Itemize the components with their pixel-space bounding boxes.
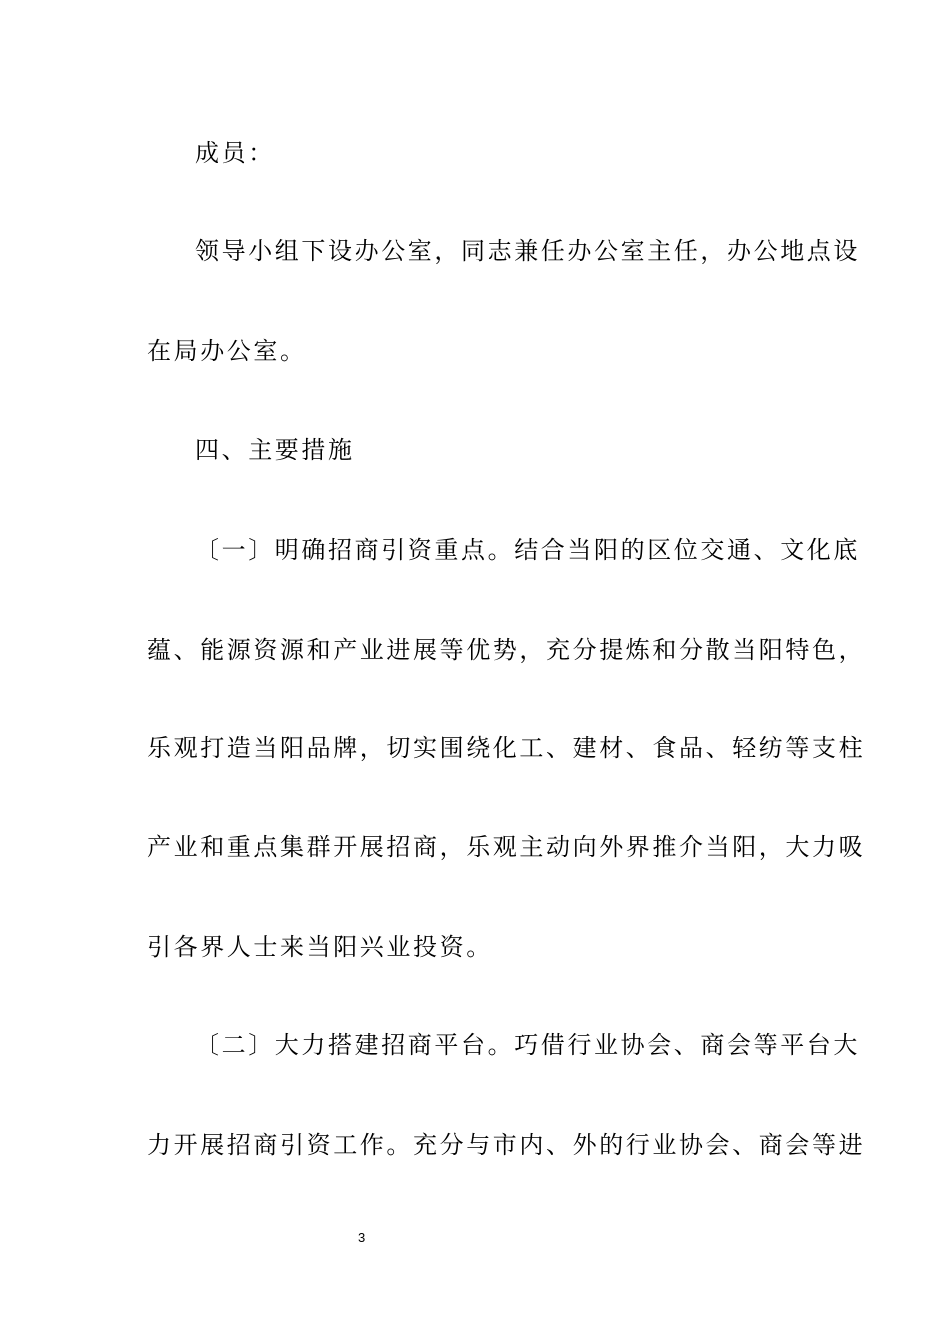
paragraph-two-line-1: 〔二〕大力搭建招商平台。巧借行业协会、商会等平台大 — [195, 1031, 860, 1059]
paragraph-one-line-2: 蕴、能源资源和产业进展等优势，充分提炼和分散当阳特色， — [147, 636, 866, 664]
office-paragraph-line-1: 领导小组下设办公室，同志兼任办公室主任，办公地点设 — [195, 237, 860, 265]
paragraph-one-line-3: 乐观打造当阳品牌，切实围绕化工、建材、食品、轻纺等支柱 — [147, 734, 866, 762]
paragraph-one-line-5: 引各界人士来当阳兴业投资。 — [147, 933, 493, 961]
paragraph-two-line-2: 力开展招商引资工作。充分与市内、外的行业协会、商会等进 — [147, 1131, 866, 1159]
paragraph-one-line-1: 〔一〕明确招商引资重点。结合当阳的区位交通、文化底 — [195, 536, 860, 564]
office-paragraph-line-2: 在局办公室。 — [147, 337, 307, 365]
members-label: 成员： — [195, 139, 275, 167]
page-number: 3 — [358, 1230, 366, 1245]
section-heading: 四、主要措施 — [195, 436, 355, 464]
paragraph-one-line-4: 产业和重点集群开展招商，乐观主动向外界推介当阳，大力吸 — [147, 833, 866, 861]
